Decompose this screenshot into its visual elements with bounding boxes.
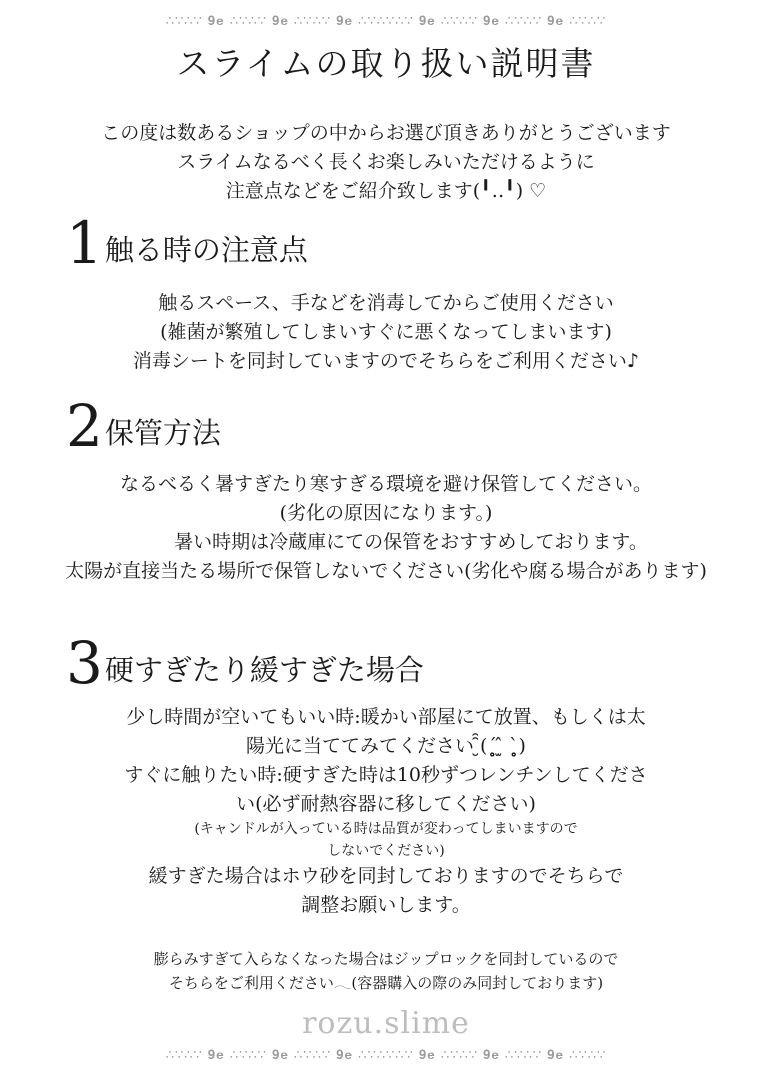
- body-line: 調整お願いします。: [301, 894, 471, 916]
- body-line: 少し時間が空いてもいい時:暖かい部屋にて放置、もしくは太: [126, 706, 646, 728]
- page-title: スライムの取り扱い説明書: [176, 44, 596, 83]
- body-line: (劣化の原因になります。): [279, 502, 493, 524]
- body-line: すぐに触りたい時:硬すぎた時は10秒ずつレンチンしてくださ: [124, 764, 648, 786]
- body-line: 触るスペース、手などを消毒してからご使用ください: [158, 292, 614, 314]
- section-3-body-after: [0, 862, 772, 920]
- intro-line: スライムなるべく長くお楽しみいただけるように: [177, 151, 595, 173]
- section-number: 1: [66, 209, 103, 277]
- section-title: 触る時の注意点: [104, 233, 308, 267]
- bottom-decorative-divider: ∴∵∴∵ 𝟗𝐞 ∴∵∴∵ 𝟗𝐞 ∴∵∴∵ 𝟗𝐞 ∴∵∴∵∴∵ 𝟗𝐞 ∴∵∴∵ 𝟗𝐞 ∴∵∴∵ 𝟗𝐞 ∴∵∴∵: [165, 1048, 607, 1063]
- small-line: (キャンドルが入っている時は品質が変わってしまいますので: [194, 821, 578, 837]
- note-line: そちらをご利用ください𓂃(容器購入の際のみ同封しております): [168, 974, 604, 992]
- body-line: 暑い時期は冷蔵庫にての保管をおすすめしております。: [174, 531, 648, 553]
- intro-line: この度は数あるショップの中からお選び頂きありがとうございます: [101, 122, 671, 144]
- body-line: なるべるく暑すぎたり寒すぎる環境を避け保管してください。: [119, 473, 652, 495]
- body-line: (雑菌が繁殖してしまいすぐに悪くなってしまいます): [160, 321, 612, 343]
- footer-note: [0, 947, 772, 995]
- section-number: 3: [66, 629, 103, 697]
- body-line: 消毒シートを同封していますのでそちらをご利用ください♪: [132, 350, 640, 372]
- body-line: 緩すぎた場合はホウ砂を同封しておりますのでそちらで: [148, 865, 624, 887]
- note-line: 膨らみすぎて入らなくなった場合はジップロックを同封しているので: [153, 950, 619, 968]
- section-3-body: [0, 703, 772, 819]
- section-title: 保管方法: [104, 416, 221, 450]
- section-3-small-note: [0, 818, 772, 862]
- section-number: 2: [66, 392, 103, 460]
- section-2-body: [0, 470, 772, 586]
- intro-paragraph: [0, 119, 772, 206]
- body-line: い(必ず耐熱容器に移してください): [236, 793, 536, 815]
- intro-line: 注意点などをご紹介致します(╹‥╹) ♡: [225, 180, 547, 202]
- shop-signature: rozu.slime: [302, 1006, 470, 1041]
- body-line: 太陽が直接当たる場所で保管しないでください(劣化や腐る場合があります): [65, 560, 707, 582]
- section-1-heading: [66, 209, 308, 277]
- body-line: 陽光に当ててみてください ̮̑̑(ˊ̥̥̥̥̥ ̫̂ ˋ̥̥̥̥̥): [246, 735, 526, 757]
- section-3-heading: [66, 629, 424, 697]
- top-decorative-divider: ∴∵∴∵ 𝟗𝐞 ∴∵∴∵ 𝟗𝐞 ∴∵∴∵ 𝟗𝐞 ∴∵∴∵∴∵ 𝟗𝐞 ∴∵∴∵ 𝟗𝐞 ∴∵∴∵ 𝟗𝐞 ∴∵∴∵: [165, 14, 607, 29]
- section-title: 硬すぎたり緩すぎた場合: [104, 653, 424, 687]
- small-line: しないでください): [327, 843, 445, 859]
- section-2-heading: [66, 392, 221, 460]
- section-1-body: [0, 289, 772, 376]
